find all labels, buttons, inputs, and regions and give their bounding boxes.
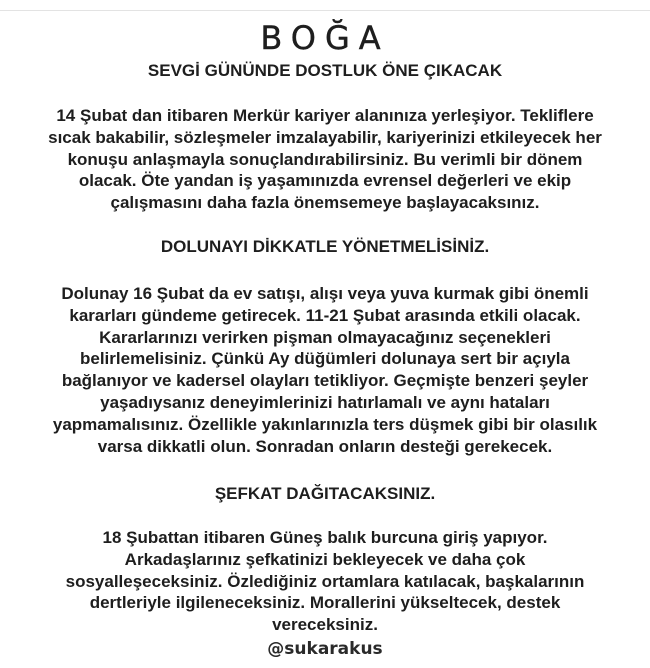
text-line: bağlanıyor ve kadersel olayları tetikliyor. Geçmişte benzeri şeyler — [61, 371, 589, 391]
text-line: dertleriyle ilgileneceksiniz. Morallerini yükseltecek, destek — [89, 593, 561, 613]
author-handle: @sukarakus — [267, 639, 383, 659]
text-line: kararları gündeme getirecek. 11-21 Şubat arasında etkili olacak. — [69, 305, 581, 325]
section-1-heading: SEVGİ GÜNÜNDE DOSTLUK ÖNE ÇIKACAK — [147, 61, 503, 80]
text-line: belirlemelisiniz. Çünkü Ay düğümleri dolunaya sert bir açıyla — [80, 349, 570, 369]
section-2-heading: DOLUNAYI DİKKATLE YÖNETMELİSİNİZ. — [160, 237, 490, 256]
text-line: sıcak bakabilir, sözleşmeler imzalayabilir, kariyerinizi etkileyecek her — [48, 127, 602, 147]
text-line: Arkadaşlarınız şefkatinizi bekleyecek ve daha çok — [124, 549, 526, 569]
text-line: Dolunay 16 Şubat da ev satışı, alışı veya yuva kurmak gibi önemli — [61, 284, 589, 303]
text-line: vereceksiniz. — [272, 615, 378, 635]
text-line: çalışmasını daha fazla önemsemeye başlayacaksınız. — [110, 193, 540, 213]
text-line: 14 Şubat dan itibaren Merkür kariyer alanınıza yerleşiyor. Tekliflere — [56, 106, 594, 125]
text-line: yaşadıysanız deneyimlerinizi hatırlamalı ve aynı hataları — [100, 392, 550, 412]
section-2-paragraph — [0, 283, 650, 457]
section-1-paragraph — [0, 105, 650, 214]
text-line: sosyalleşeceksiniz. Özlediğiniz ortamlara katılacak, başkalarının — [65, 571, 585, 591]
text-line: olacak. Öte yandan iş yaşamınızda evrensel değerleri ve ekip — [78, 171, 572, 191]
top-border-line — [0, 10, 650, 11]
text-line: varsa dikkatli olun. Sonradan onların desteği gerekecek. — [97, 436, 553, 456]
text-line: 18 Şubattan itibaren Güneş balık burcuna giriş yapıyor. — [102, 528, 548, 547]
sign-title: BOĞA — [260, 19, 390, 57]
section-3-heading: ŞEFKAT DAĞITACAKSINIZ. — [214, 484, 436, 503]
section-3-paragraph — [0, 527, 650, 636]
text-line: konuşu anlaşmayla sonuçlandırabilirsiniz. Bu verimli bir dönem — [67, 149, 583, 169]
text-line: Kararlarınızı verirken pişman olmayacağınız seçenekleri — [99, 327, 551, 347]
text-line: yapmamalısınız. Özellikle yakınlarınızla ters düşmek gibi bir olasılık — [52, 414, 598, 434]
